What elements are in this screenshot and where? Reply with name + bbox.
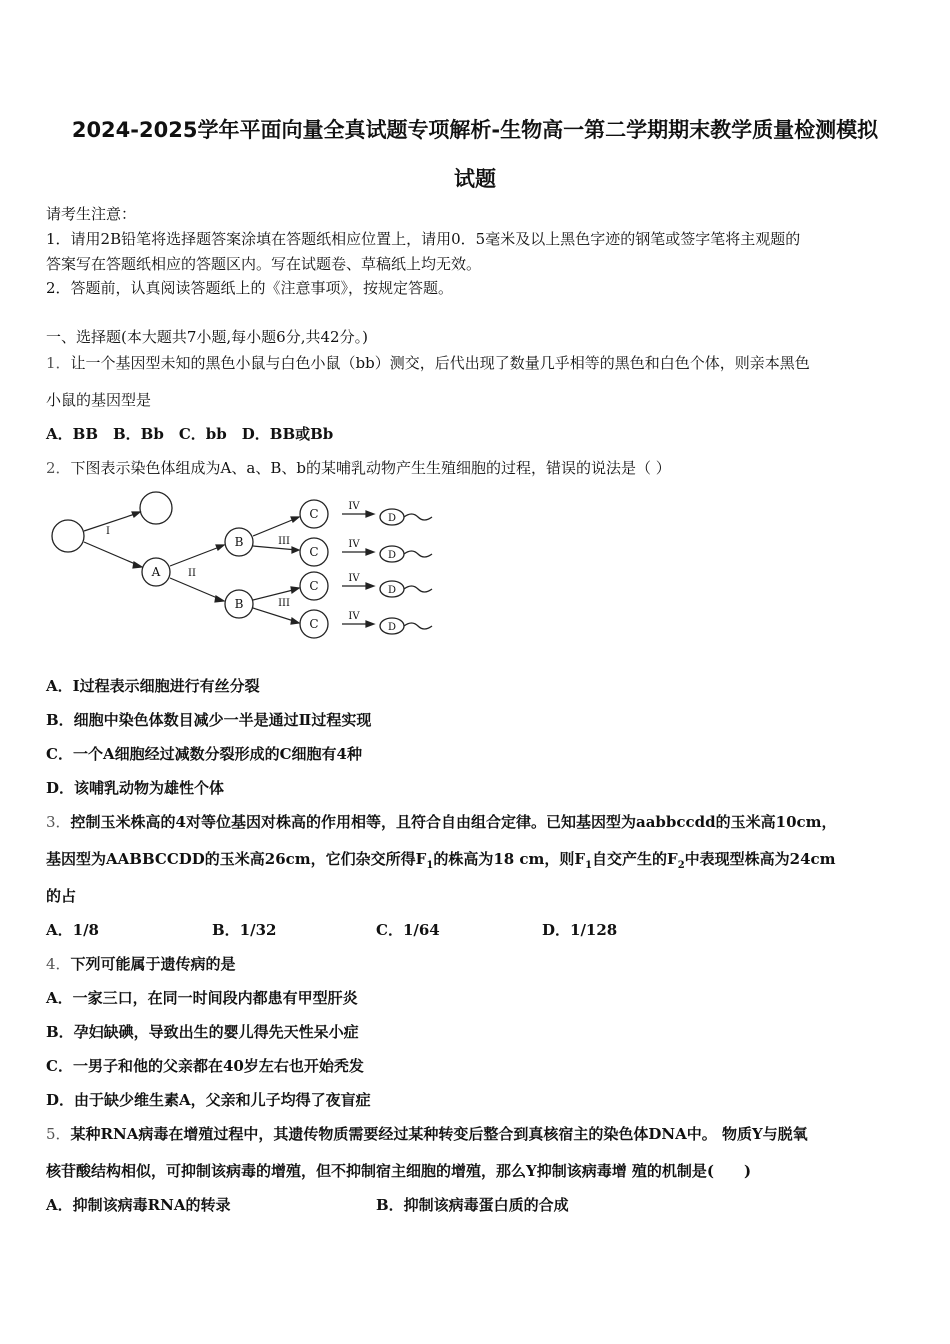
label-c-3: C: [309, 579, 319, 593]
question-3-sub-1: 1: [426, 860, 434, 871]
upper-cell: [140, 492, 172, 524]
label-process-iii-bottom: III: [278, 598, 290, 609]
question-5-option-b: B．抑制该病毒蛋白质的合成: [376, 1196, 569, 1214]
notice-item-2: 2．答题前，认真阅读答题纸上的《注意事项》，按规定答题。: [46, 279, 454, 297]
label-process-i: I: [106, 526, 110, 537]
label-process-iv-1: IV: [348, 501, 360, 512]
question-2-text: 下图表示染色体组成为A、a、B、b的某哺乳动物产生生殖细胞的过程，错误的说法是（ ）: [70, 459, 671, 477]
question-3-option-b: B．1/32: [212, 921, 277, 939]
label-process-iv-4: IV: [348, 611, 360, 622]
origin-cell: [52, 520, 84, 552]
question-4-option-b: B．孕妇缺碘，导致出生的婴儿得先天性呆小症: [46, 1023, 359, 1041]
question-3-option-d: D．1/128: [542, 921, 618, 939]
question-4-option-d: D．由于缺少维生素A，父亲和儿子均得了夜盲症: [46, 1091, 371, 1109]
question-3-text-b3: 自交产生的F: [592, 850, 678, 868]
label-c-2: C: [309, 545, 319, 559]
label-b-bottom: B: [234, 597, 244, 611]
label-d-4: D: [387, 622, 397, 633]
label-b-top: B: [234, 535, 244, 549]
question-2-number: 2．: [46, 459, 71, 477]
question-3-number: 3．: [46, 813, 71, 831]
question-3-text-b1: 基因型为AABBCCDD的玉米高26cm，它们杂交所得F: [46, 850, 427, 868]
document-title-line-1: 2024-2025学年平面向量全真试题专项解析-生物高一第二学期期末教学质量检测模拟: [71, 118, 879, 142]
question-1-text-b: 小鼠的基因型是: [46, 391, 152, 409]
question-4-option-a: A．一家三口，在同一时间段内都患有甲型肝炎: [46, 989, 358, 1007]
question-3-text-b4: 中表现型株高为24cm: [684, 850, 836, 868]
label-process-iii-top: III: [278, 536, 290, 547]
question-4-text: 下列可能属于遗传病的是: [70, 955, 236, 973]
question-2-option-b: B．细胞中染色体数目减少一半是通过Ⅱ过程实现: [46, 711, 372, 729]
question-3-option-a: A．1/8: [46, 921, 99, 939]
question-3-option-c: C．1/64: [376, 921, 440, 939]
question-4-option-c: C．一男子和他的父亲都在40岁左右也开始秃发: [46, 1057, 364, 1075]
question-3-line-a: [46, 811, 837, 832]
question-3-text-a: 控制玉米株高的4对等位基因对株高的作用相等，且符合自由组合定律。已知基因型为aabbccdd的玉米高10cm，: [70, 813, 837, 831]
question-5-text-b: 核苷酸结构相似，可抑制该病毒的增殖，但不抑制宿主细胞的增殖，那么Y抑制该病毒增 殖的机制是( ): [46, 1162, 752, 1180]
question-3-text-b2: 的株高为18 cm，则F: [433, 850, 586, 868]
sperm-tail-2: [404, 551, 432, 557]
question-1-number: 1．: [46, 354, 71, 372]
notice-item-1b: 答案写在答题纸相应的答题区内。写在试题卷、草稿纸上均无效。: [46, 255, 482, 273]
question-1-text-a: 让一个基因型未知的黑色小鼠与白色小鼠（bb）测交，后代出现了数量几乎相等的黑色和白色个体，则亲本黑色: [70, 354, 810, 372]
question-2-option-c: C．一个A细胞经过减数分裂形成的C细胞有4种: [46, 745, 362, 763]
label-c-1: C: [309, 507, 319, 521]
label-d-1: D: [387, 513, 397, 524]
notice-heading: 请考生注意：: [46, 205, 137, 223]
question-4-number: 4．: [46, 955, 71, 973]
question-4-line: [46, 953, 236, 974]
question-3-text-c: 的占: [46, 887, 77, 905]
label-process-iv-2: IV: [348, 539, 360, 550]
cell-division-diagram: [46, 486, 446, 646]
document-title-line-2: 试题: [454, 167, 496, 191]
label-c-4: C: [309, 617, 319, 631]
question-5-option-a: A．抑制该病毒RNA的转录: [46, 1196, 231, 1214]
sperm-tail-3: [404, 586, 432, 592]
sperm-tail-4: [404, 623, 432, 629]
question-3-sub-3: 2: [677, 860, 685, 871]
question-3-line-b: [46, 848, 836, 871]
label-a: A: [151, 565, 161, 579]
question-3-sub-2: 1: [585, 860, 593, 871]
question-5-number: 5．: [46, 1125, 71, 1143]
label-process-ii: II: [188, 568, 196, 579]
section-heading: 一、选择题(本大题共7小题,每小题6分,共42分。): [46, 328, 368, 346]
notice-item-1a: 1．请用2B铅笔将选择题答案涂填在答题纸相应位置上，请用0．5毫米及以上黑色字迹的钢笔或签字笔将主观题的: [46, 230, 801, 248]
question-2-line: [46, 457, 671, 478]
question-2-option-d: D．该哺乳动物为雄性个体: [46, 779, 225, 797]
sperm-tail-1: [404, 514, 432, 520]
question-1-options: A．BB B．Bb C．bb D．BB或Bb: [46, 425, 334, 443]
label-d-2: D: [387, 550, 397, 561]
question-5-text-a: 某种RNA病毒在增殖过程中，其遗传物质需要经过某种转变后整合到真核宿主的染色体DNA中。 物质Y与脱氧: [70, 1125, 808, 1143]
question-2-option-a: A．Ⅰ过程表示细胞进行有丝分裂: [46, 677, 260, 695]
question-1-line-a: [46, 352, 810, 373]
label-process-iv-3: IV: [348, 573, 360, 584]
label-d-3: D: [387, 585, 397, 596]
question-5-line-a: [46, 1123, 808, 1144]
